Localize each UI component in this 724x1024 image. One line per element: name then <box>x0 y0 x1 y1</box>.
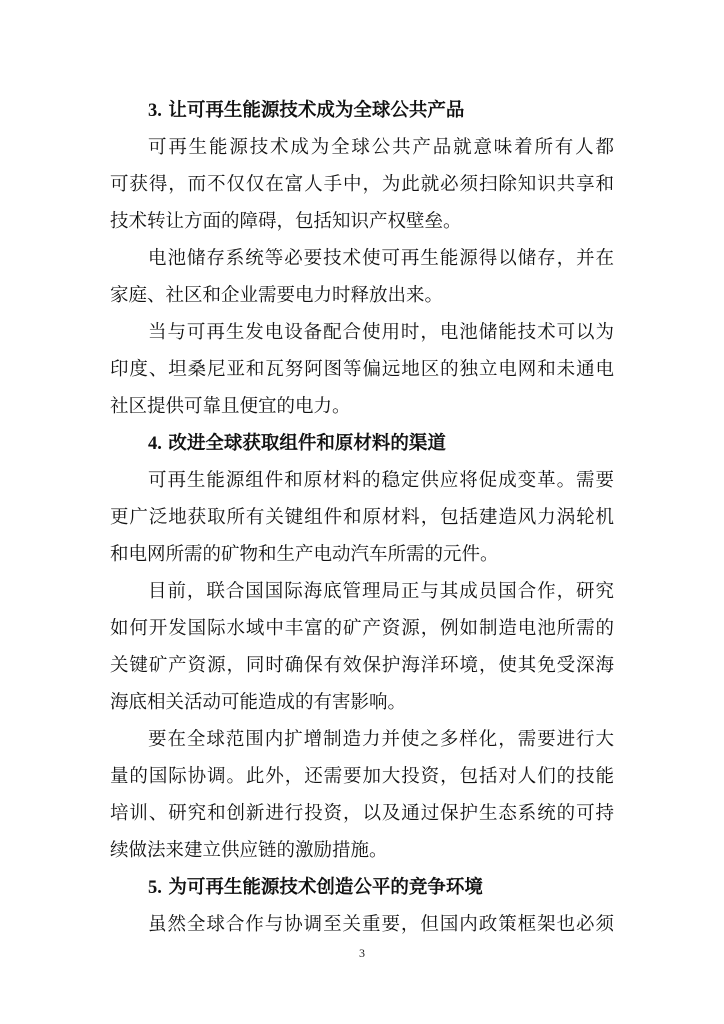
paragraph <box>110 240 614 314</box>
page-number: 3 <box>359 946 365 960</box>
section-title: 让可再生能源技术成为全球公共产品 <box>168 100 465 121</box>
section-heading-3 <box>110 92 614 129</box>
section-number: 5. <box>148 878 162 898</box>
text-line: 如何开发国际水域中丰富的矿产资源，例如制造电池所需的 <box>110 618 614 639</box>
section-title: 改进全球获取组件和原材料的渠道 <box>168 433 446 454</box>
paragraph <box>110 573 614 721</box>
section-heading-5 <box>110 869 614 906</box>
text-line: 电池储存系统等必要技术使可再生能源得以储存，并在 <box>148 248 614 269</box>
text-line: 要在全球范围内扩增制造力并使之多样化，需要进行大 <box>148 729 614 750</box>
text-line: 续做法来建立供应链的激励措施。 <box>110 840 388 861</box>
text-line: 社区提供可靠且便宜的电力。 <box>110 396 351 417</box>
text-line: 更广泛地获取所有关键组件和原材料，包括建造风力涡轮机 <box>110 507 614 528</box>
section-number: 4. <box>148 434 162 454</box>
text-line: 可获得，而不仅仅在富人手中，为此就必须扫除知识共享和 <box>110 174 614 195</box>
text-line: 量的国际协调。此外，还需要加大投资，包括对人们的技能 <box>110 766 614 787</box>
text-line: 家庭、社区和企业需要电力时释放出来。 <box>110 285 444 306</box>
paragraph <box>110 314 614 425</box>
text-line: 目前，联合国国际海底管理局正与其成员国合作，研究 <box>148 581 614 602</box>
text-line: 印度、坦桑尼亚和瓦努阿图等偏远地区的独立电网和未通电 <box>110 359 614 380</box>
section-number: 3. <box>148 101 162 121</box>
text-line: 当与可再生发电设备配合使用时，电池储能技术可以为 <box>148 322 614 343</box>
paragraph <box>110 721 614 869</box>
text-line: 关键矿产资源，同时确保有效保护海洋环境，使其免受深海 <box>110 655 614 676</box>
paragraph <box>110 462 614 573</box>
text-line: 海底相关活动可能造成的有害影响。 <box>110 692 407 713</box>
text-line: 可再生能源组件和原材料的稳定供应将促成变革。需要 <box>148 470 614 491</box>
text-line: 和电网所需的矿物和生产电动汽车所需的元件。 <box>110 544 499 565</box>
text-line: 可再生能源技术成为全球公共产品就意味着所有人都 <box>148 137 614 158</box>
text-line: 虽然全球合作与协调至关重要，但国内政策框架也必须 <box>148 914 614 935</box>
text-line: 技术转让方面的障碍，包括知识产权壁垒。 <box>110 211 462 232</box>
document-page <box>110 92 614 943</box>
section-heading-4 <box>110 425 614 462</box>
paragraph <box>110 906 614 943</box>
text-line: 培训、研究和创新进行投资，以及通过保护生态系统的可持 <box>110 803 614 824</box>
section-title: 为可再生能源技术创造公平的竞争环境 <box>168 877 483 898</box>
paragraph <box>110 129 614 240</box>
